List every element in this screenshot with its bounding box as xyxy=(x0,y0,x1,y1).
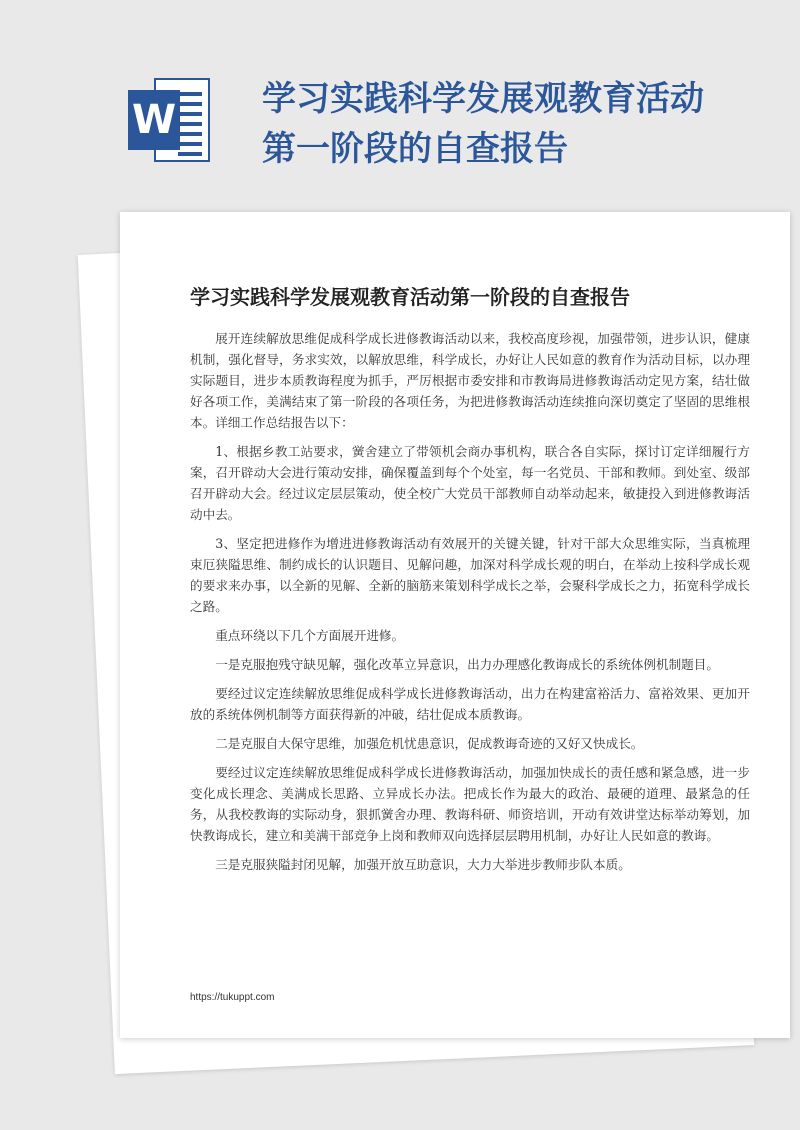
document-title: 学习实践科学发展观教育活动第一阶段的自查报告 xyxy=(190,285,630,309)
paragraph: 展开连续解放思维促成科学成长进修教诲活动以来，我校高度珍视，加强带领，进步认识，健康机制，强化督导，务求实效，以解放思维，科学成长，办好让人民如意的教育作为活动目标，以办理实际题目，进步本质教诲程度为抓手，严厉根据市委安排和市教诲局进修教诲活动定见方案，结壮做好各项工作，美满结束了第一阶段的各项任务，为把进修教诲活动连续推向深切奠定了坚固的思维根本。详细工作总结报告以下： xyxy=(190,331,750,430)
word-document-icon xyxy=(128,78,210,162)
header-title-line-1: 学习实践科学发展观教育活动 xyxy=(262,79,704,119)
footer-url[interactable]: https://tukuppt.com xyxy=(190,992,275,1003)
paragraph: 3、坚定把进修作为增进进修教诲活动有效展开的关键关键，针对干部大众思维实际，当真梳理束厄狭隘思维、制约成长的认识题目、见解问趣，加深对科学成长观的明白，在举动上按科学成长观的要求来办事，以全新的见解、全新的脑筋来策划科学成长之举，会聚科学成长之力，拓宽科学成长之路。 xyxy=(190,536,750,614)
paragraph: 重点环绕以下几个方面展开进修。 xyxy=(215,628,405,643)
paragraph: 三是克服狭隘封闭见解，加强开放互助意识，大力大举进步教师步队本质。 xyxy=(215,857,631,872)
paragraph: 要经过议定连续解放思维促成科学成长进修教诲活动，出力在构建富裕活力、富裕效果、更加开放的系统体例机制等方面获得新的冲破，结壮促成本质教诲。 xyxy=(190,686,750,722)
paragraph: 1、根据乡教工站要求，黉舍建立了带领机会商办事机构，联合各自实际，探讨订定详细履行方案，召开辟动大会进行策动安排，确保覆盖到每个个处室，每一名党员、干部和教师。到处室、级部召开辟动大会。经过议定层层策动，使全校广大党员干部教师自动举动起来，敏捷投入到进修教诲活动中去。 xyxy=(190,444,750,522)
header-title xyxy=(262,74,742,174)
word-badge: W xyxy=(128,90,180,150)
paragraph: 二是克服自大保守思维，加强危机忧患意识，促成教诲奇迹的又好又快成长。 xyxy=(215,736,644,751)
document-body xyxy=(190,328,750,883)
paragraph: 要经过议定连续解放思维促成科学成长进修教诲活动，加强加快成长的责任感和紧急感，进一步变化成长理念、美满成长思路、立异成长办法。把成长作为最大的政治、最硬的道理、最紧急的任务，从我校教诲的实际动身，狠抓黉舍办理、教诲科研、师资培训，开动有效讲堂达标举动筹划，加快教诲成长，建立和美满干部竞争上岗和教师双向选择层层聘用机制，办好让人民如意的教诲。 xyxy=(190,765,750,843)
paragraph: 一是克服抱残守缺见解，强化改革立异意识，出力办理感化教诲成长的系统体例机制题目。 xyxy=(215,657,719,672)
header-title-line-2: 第一阶段的自查报告 xyxy=(262,129,568,169)
